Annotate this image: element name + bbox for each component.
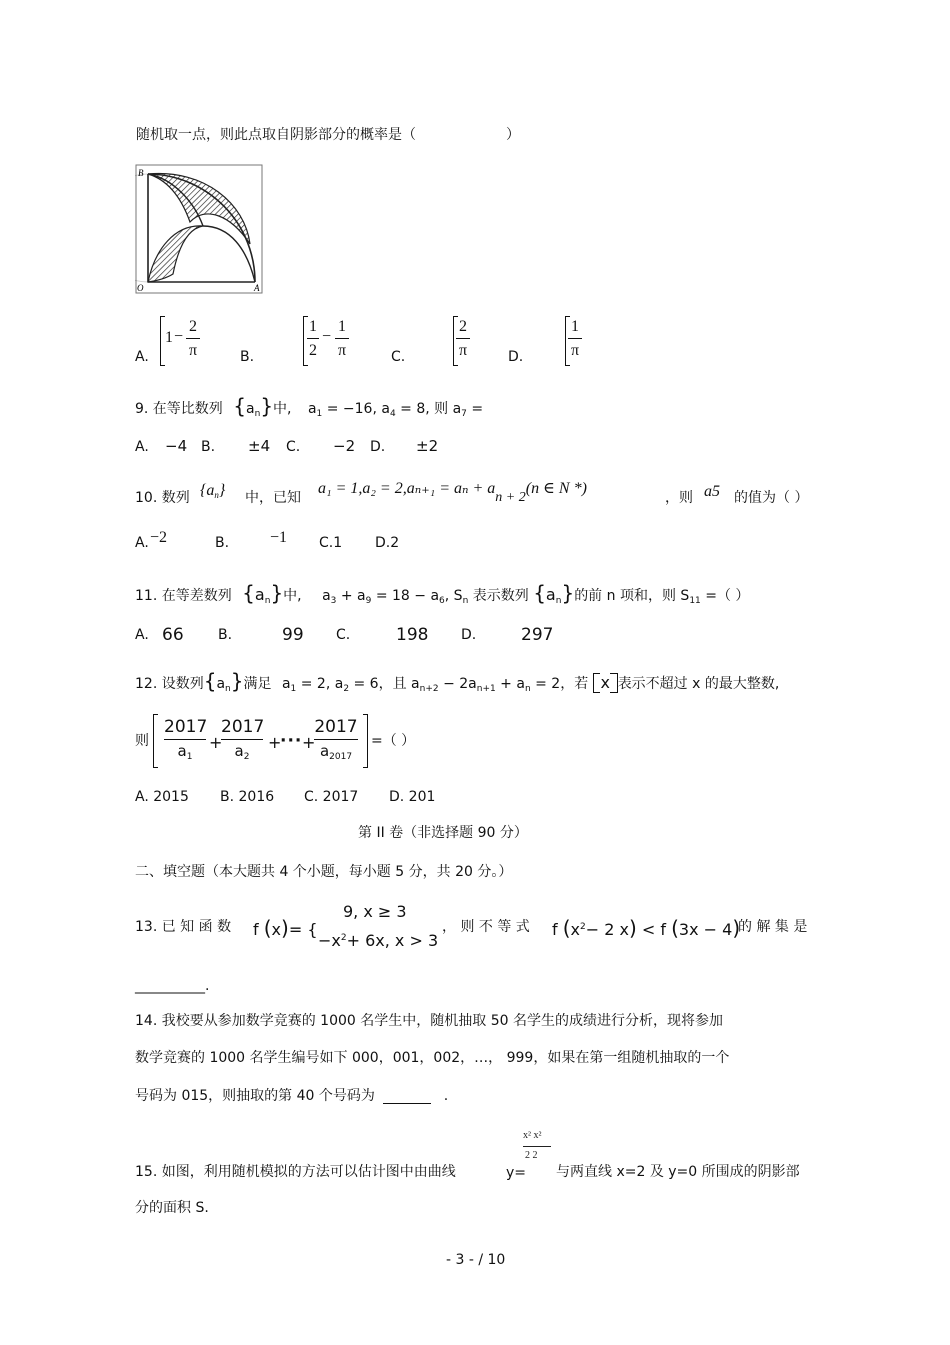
q14-line3 <box>135 1089 448 1104</box>
q13-fx-f: f <box>253 920 259 939</box>
q12-c5s: n <box>524 684 531 694</box>
q12-frac3 <box>314 717 358 763</box>
q13-fx <box>253 918 318 938</box>
q12-c5v: = 2，若 <box>535 676 589 692</box>
q8-a-minus: − <box>174 328 184 345</box>
q11-tail3: =（ ） <box>705 588 750 604</box>
figure-label-b: B <box>138 168 144 178</box>
q8-b-bar2 <box>335 338 349 339</box>
q10-seq-sub: n <box>214 490 219 500</box>
q15-curve-bottom: 2 2 <box>525 1150 538 1161</box>
q12-floor-right <box>363 714 368 768</box>
q9-sub-1: 1 <box>316 409 323 419</box>
q11-prefix: 11. 在等差数列 <box>135 588 232 604</box>
q12-mid: 满足 <box>243 676 272 692</box>
q12-bx: x <box>600 673 610 692</box>
q12-plus2: + <box>268 733 282 752</box>
q8-b-den2: π <box>337 342 347 360</box>
q15-curve-bar <box>523 1146 551 1147</box>
q12-f2-bar <box>221 739 263 740</box>
q13-eq: = { <box>288 920 318 939</box>
q13-rparen-icon: ) <box>281 916 289 940</box>
q12-c1v: = 2, a <box>300 676 344 692</box>
q15-curve-top: x² x² <box>523 1130 542 1141</box>
q11-opt-b-value: 99 <box>282 625 304 645</box>
q9-opt-a-value: −4 <box>165 437 188 455</box>
q11-opt-a-label: A. <box>135 627 149 643</box>
q12-opt-b: B. 2016 <box>220 789 275 805</box>
q10-opt-a-label: A. <box>135 535 149 551</box>
q9-sub-7: 7 <box>461 409 467 419</box>
q10-opt-c: C.1 <box>319 535 343 551</box>
q12-f1-den-a: a <box>177 742 187 761</box>
q12-frac1 <box>164 717 206 763</box>
q12-line2-prefix: 则 <box>135 733 149 749</box>
q12-eq: =（ ） <box>371 733 416 749</box>
q9-rbrace-icon: } <box>260 394 274 418</box>
q8-b-den1: 2 <box>309 342 317 360</box>
q8-b-bar1 <box>307 338 319 339</box>
q14-line2: 数学竞赛的 1000 名学生编号如下 000，001，002，…， 999，如果在第一组随机抽取的一个 <box>135 1050 730 1066</box>
q9-lbrace-icon: { <box>233 394 246 418</box>
q13-lparen3-icon: ( <box>671 916 679 940</box>
q8-b-minus: − <box>322 328 332 345</box>
q10-formula-tail: (n ∈ N *) <box>525 480 587 497</box>
q11-sub-3: 3 <box>330 596 337 606</box>
figure-label-o: O <box>137 283 144 293</box>
q8-option-b-label: B. <box>240 349 255 365</box>
q11-opt-a-value: 66 <box>162 625 184 645</box>
intro-text <box>136 128 416 142</box>
q13-case2-sup: 2 <box>340 933 347 943</box>
q8-d-bar <box>568 338 582 339</box>
q13-ineq-x: x <box>570 920 581 939</box>
q11-tail: 表示数列 <box>472 588 529 604</box>
q10-formula-sub: n + 2 <box>495 490 526 505</box>
q11-sub-9: 9 <box>365 596 372 606</box>
figure-label-a: A <box>254 283 260 293</box>
q11-eq: = 18 − a <box>375 588 440 604</box>
q11-opt-b-label: B. <box>218 627 233 643</box>
q11-opt-d-value: 297 <box>521 625 554 645</box>
q12-c4s: n+1 <box>476 684 496 694</box>
q9-opt-c-label: C. <box>286 439 301 455</box>
q12-opt-a: A. 2015 <box>135 789 189 805</box>
q8-c-den: π <box>458 342 468 360</box>
q12-opt-d: D. 201 <box>389 789 436 805</box>
q11-opt-c-value: 198 <box>396 625 429 645</box>
q10-opt-a-value: −2 <box>150 529 168 546</box>
q12-c3v: − 2a <box>443 676 477 692</box>
q12-f2-den-sub: 2 <box>243 752 250 763</box>
q13-fx-x: x <box>271 920 282 939</box>
q10-opt-b-value: −1 <box>270 529 288 546</box>
q12-floor-left <box>153 714 158 768</box>
q8-a-fraction <box>186 317 200 360</box>
q13-case1: 9, x ≥ 3 <box>343 902 407 921</box>
q9-cond-a: a <box>307 401 317 417</box>
q12-prefix: 12. 设数列 <box>135 676 204 692</box>
q9-mid: 中, <box>273 401 292 417</box>
part2-heading: 二、填空题（本大题共 4 个小题，每小题 5 分，共 20 分。） <box>135 864 513 880</box>
q12-rbrace-icon: } <box>230 669 244 693</box>
q10-seq-open: {a <box>200 482 215 499</box>
q14-answer-blank <box>383 1089 431 1104</box>
q12-plus1: + <box>209 733 223 752</box>
q8-b-num1: 1 <box>309 318 317 335</box>
q12-f3-den-a: a <box>319 742 330 761</box>
q11-tail2: 的前 n 项和，则 S <box>574 588 690 604</box>
q11-mid: 中, <box>283 588 302 604</box>
q11-sub-11: 11 <box>689 596 701 606</box>
q8-c-num: 2 <box>459 318 467 335</box>
q11-seq2: a <box>545 585 556 604</box>
shaded-region-figure <box>135 164 263 294</box>
q12-stem <box>135 671 779 694</box>
q11-lbrace-icon: { <box>242 581 255 605</box>
q12-opt-c: C. 2017 <box>304 789 359 805</box>
q8-a-num: 2 <box>189 318 197 335</box>
q9-cond-1: = −16, a <box>326 401 390 417</box>
q12-f3-den-sub: 2017 <box>329 752 353 763</box>
page-number: - 3 - / 10 <box>446 1252 506 1268</box>
q11-opt-d-label: D. <box>461 627 477 643</box>
q10-formula-main: a₁ = 1,a₂ = 2,aₙ₊₁ = aₙ + a <box>318 480 496 497</box>
q10-seq-close: } <box>218 482 226 499</box>
q9-opt-b-label: B. <box>201 439 216 455</box>
q12-f2-den-a: a <box>234 742 244 761</box>
q9-stem <box>135 396 483 419</box>
intro-question: 随机取一点，则此点取自阴影部分的概率是（ <box>136 127 416 143</box>
q12-c1s: 1 <box>290 684 297 694</box>
q11-sub-6: 6 <box>439 596 445 606</box>
q10-prefix: 10. 数列 <box>135 490 190 506</box>
q12-c2v: = 6，且 a <box>353 676 420 692</box>
q13-answer-blank: __________. <box>135 978 210 994</box>
q13-ineq <box>552 918 740 938</box>
q8-a-den: π <box>188 342 198 360</box>
q11-opt-c-label: C. <box>336 627 351 643</box>
q11-stem <box>135 583 749 606</box>
q12-tail: 表示不超过 x 的最大整数, <box>617 676 780 692</box>
q11-comma: , S <box>444 588 463 604</box>
q13-lparen2-icon: ( <box>562 916 571 940</box>
q12-c2s: 2 <box>343 684 350 694</box>
q9-sub-4: 4 <box>389 409 396 419</box>
q12-dots: ··· <box>280 731 303 751</box>
q11-cond-a: a <box>322 588 331 604</box>
q14-line1: 14. 我校要从参加数学竞赛的 1000 名学生中，随机抽取 50 名学生的成绩进行分析，现将参加 <box>135 1013 723 1029</box>
q12-f1-den-sub: 1 <box>186 752 193 763</box>
q12-c4v: + a <box>500 676 525 692</box>
q14-line3-text: 号码为 015，则抽取的第 40 个号码为 <box>135 1088 375 1104</box>
q10-a5: a5 <box>704 483 720 500</box>
q8-b-num2: 1 <box>338 318 346 335</box>
q9-opt-b-value: ±4 <box>248 437 271 455</box>
q9-cond-4: = 8, 则 a <box>400 401 462 417</box>
q9-opt-d-value: ±2 <box>416 437 439 455</box>
q13-prefix: 13. 已 知 函 数 <box>135 919 232 935</box>
q8-d-den: π <box>570 342 580 360</box>
q8-b-fraction1 <box>307 317 319 360</box>
q8-option-a-label: A. <box>135 349 149 365</box>
q13-lt: < f <box>641 920 667 939</box>
q11-seq2-sub: n <box>555 596 562 606</box>
q12-seq-sub: n <box>225 684 231 694</box>
q8-option-c-label: C. <box>391 349 406 365</box>
q13-ineq-3x: 3x − 4 <box>678 920 733 939</box>
q8-c-bar <box>456 338 470 339</box>
q10-suffix2: 的值为（ ） <box>734 490 809 506</box>
q8-c-fraction <box>456 317 470 360</box>
q12-f1-bar <box>164 739 206 740</box>
q11-rbrace2-icon: } <box>561 581 575 605</box>
q10-suffix1: ，则 <box>665 490 693 506</box>
q12-lbrace-icon: { <box>203 669 217 693</box>
q15-y: y= <box>506 1165 527 1181</box>
q9-prefix: 9. 在等比数列 <box>135 401 223 417</box>
q13-case2 <box>318 933 438 949</box>
q9-opt-d-label: D. <box>370 439 386 455</box>
q13-ineq-f: f <box>552 920 558 939</box>
q11-plus: + a <box>340 588 366 604</box>
q13-mid: ， 则 不 等 式 <box>442 919 530 935</box>
q14-line3-end: . <box>443 1088 449 1104</box>
q12-c3s: n+2 <box>419 684 439 694</box>
q9-seq: a <box>246 401 255 417</box>
q15-line1b: 与两直线 x=2 及 y=0 所围成的阴影部 <box>556 1164 800 1180</box>
q11-rbrace-icon: } <box>270 581 284 605</box>
q13-rparen3-icon: ) <box>732 916 741 940</box>
q10-mid: 中，已知 <box>245 490 301 506</box>
q13-case2a: −x <box>318 931 341 950</box>
intro-close-paren: ） <box>506 127 520 143</box>
q13-ineq-sup: 2 <box>580 922 586 932</box>
q13-rparen2-icon: ) <box>628 916 637 940</box>
q15-line1a: 15. 如图，利用随机模拟的方法可以估计图中由曲线 <box>135 1164 456 1180</box>
q13-ineq-2x: − 2 x <box>585 920 629 939</box>
q8-option-d-label: D. <box>508 349 524 365</box>
q12-f3-num: 2017 <box>314 717 358 737</box>
q11-lbrace2-icon: { <box>533 581 546 605</box>
q9-opt-a-label: A. <box>135 439 149 455</box>
q10-formula <box>318 481 587 505</box>
q12-f1-den <box>164 742 206 763</box>
q11-sub-n: n <box>462 596 469 606</box>
q13-case2b: + 6x, x > 3 <box>346 931 439 950</box>
q15-line2: 分的面积 S. <box>135 1200 209 1216</box>
q12-f2-num: 2017 <box>221 717 265 737</box>
q9-cond-7: = <box>471 401 484 417</box>
q8-b-fraction2 <box>335 317 349 360</box>
q13-tail: 的 解 集 是 <box>738 919 808 935</box>
q12-frac2 <box>221 717 263 763</box>
q12-seq: a <box>216 676 226 692</box>
q8-d-fraction <box>568 317 582 360</box>
q10-seq <box>200 483 225 500</box>
q12-f3-bar <box>314 739 358 740</box>
q12-c1: a <box>281 676 291 692</box>
q13-lparen-icon: ( <box>263 916 272 940</box>
q8-a-bar <box>186 338 200 339</box>
q12-f1-num: 2017 <box>164 717 208 737</box>
q12-f2-den <box>221 742 263 763</box>
q10-opt-d: D.2 <box>375 535 400 551</box>
section2-title: 第 II 卷（非选择题 90 分） <box>358 825 528 841</box>
q11-seq-sub: n <box>264 596 271 606</box>
q12-plus3: + <box>302 733 316 752</box>
q12-f3-den <box>314 742 358 763</box>
q11-seq: a <box>254 585 265 604</box>
q8-a-one: 1 <box>165 329 173 346</box>
q9-opt-c-value: −2 <box>333 437 356 455</box>
q8-d-num: 1 <box>571 318 579 335</box>
q9-seq-sub: n <box>254 409 261 419</box>
q10-opt-b-label: B. <box>215 535 230 551</box>
